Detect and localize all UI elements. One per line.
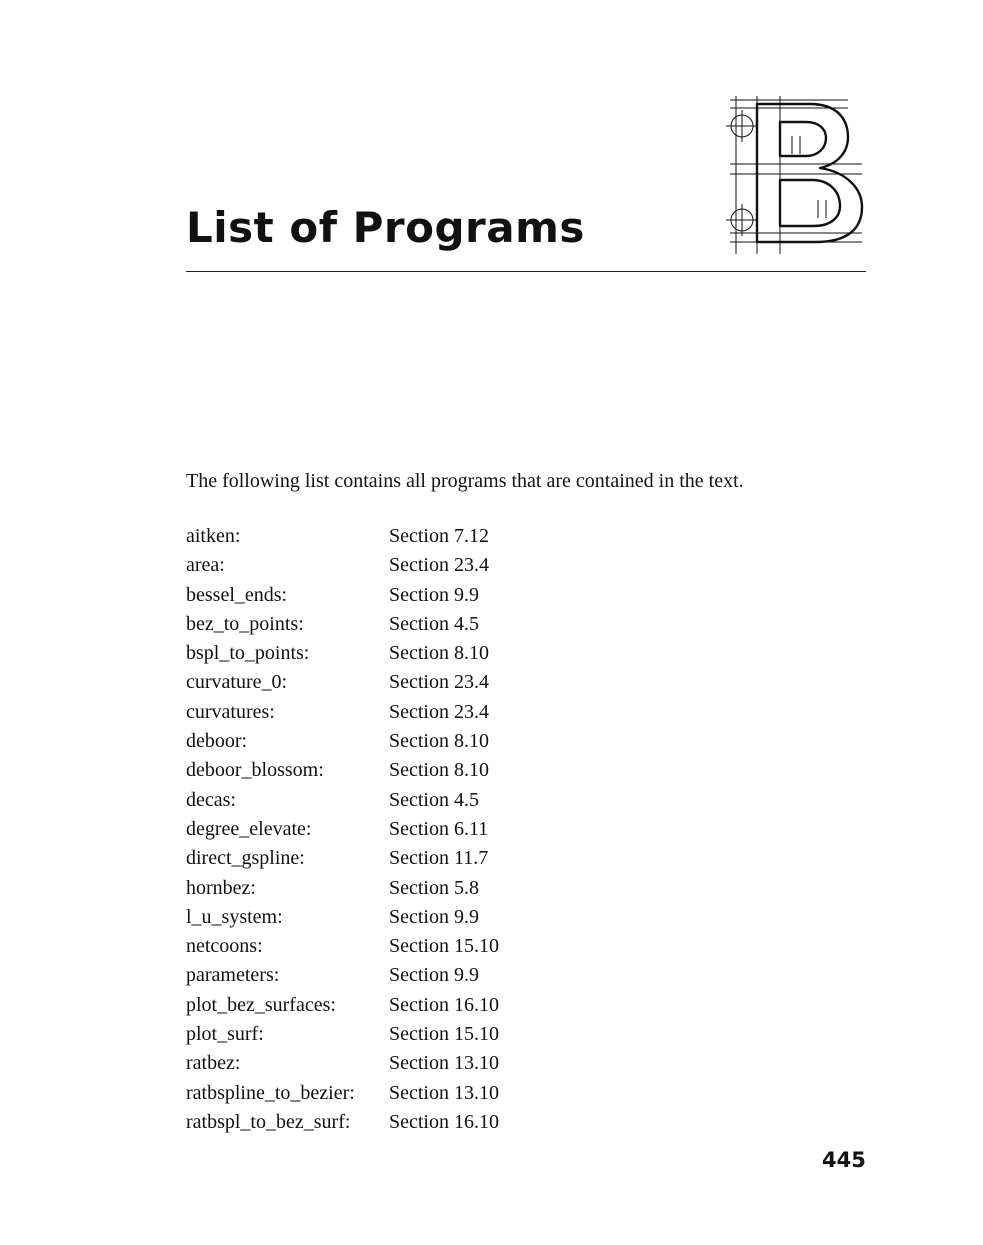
program-name: curvature_0:: [186, 671, 288, 694]
program-row: [186, 815, 499, 844]
chapter-title: List of Programs: [186, 203, 585, 252]
program-row: [186, 991, 499, 1020]
program-section: Section 4.5: [389, 612, 479, 635]
program-name: deboor:: [186, 730, 248, 753]
program-section: Section 16.10: [389, 993, 499, 1016]
chapter-letter-b-icon: [722, 92, 872, 258]
program-row: [186, 522, 499, 551]
program-section: Section 9.9: [389, 964, 479, 987]
program-section: Section 15.10: [389, 935, 499, 958]
program-name: plot_surf:: [186, 1023, 264, 1046]
program-name: ratbez:: [186, 1052, 241, 1075]
program-row: [186, 903, 499, 932]
program-name: parameters:: [186, 964, 280, 987]
program-name: decas:: [186, 788, 236, 811]
program-list: [186, 522, 499, 1137]
program-section: Section 16.10: [389, 1110, 499, 1133]
program-name: aitken:: [186, 525, 241, 547]
program-row: [186, 932, 499, 961]
program-row: [186, 1108, 499, 1137]
program-name: direct_gspline:: [186, 847, 305, 870]
program-name: hornbez:: [186, 876, 256, 899]
intro-text: The following list contains all programs that are contained in the text.: [186, 470, 744, 492]
program-row: [186, 668, 499, 697]
program-row: [186, 786, 499, 815]
title-divider: [186, 271, 866, 272]
program-name: deboor_blossom:: [186, 759, 324, 782]
program-name: bspl_to_points:: [186, 642, 310, 665]
program-row: [186, 1020, 499, 1049]
program-section: Section 13.10: [389, 1081, 499, 1104]
program-section: Section 15.10: [389, 1023, 499, 1046]
program-name: plot_bez_surfaces:: [186, 993, 336, 1016]
program-section: Section 13.10: [389, 1052, 499, 1075]
program-section: Section 23.4: [389, 554, 489, 577]
program-name: netcoons:: [186, 935, 263, 958]
program-section: Section 7.12: [389, 525, 489, 547]
program-section: Section 6.11: [389, 817, 489, 840]
program-row: [186, 727, 499, 756]
program-section: Section 4.5: [389, 788, 479, 811]
program-row: [186, 610, 499, 639]
program-section: Section 5.8: [389, 876, 479, 899]
program-name: curvatures:: [186, 700, 275, 723]
program-section: Section 8.10: [389, 730, 489, 753]
program-name: bessel_ends:: [186, 583, 288, 606]
program-row: [186, 551, 499, 580]
program-section: Section 8.10: [389, 759, 489, 782]
program-name: l_u_system:: [186, 905, 283, 928]
program-section: Section 23.4: [389, 700, 489, 723]
program-name: bez_to_points:: [186, 612, 304, 635]
program-section: Section 11.7: [389, 847, 489, 870]
program-name: ratbspl_to_bez_surf:: [186, 1110, 351, 1133]
program-row: [186, 874, 499, 903]
program-section: Section 9.9: [389, 583, 479, 606]
program-row: [186, 756, 499, 785]
page-number: 445: [822, 1148, 866, 1172]
program-row: [186, 1079, 499, 1108]
program-row: [186, 1049, 499, 1078]
program-row: [186, 844, 499, 873]
program-row: [186, 639, 499, 668]
program-name: area:: [186, 554, 225, 577]
program-section: Section 8.10: [389, 642, 489, 665]
program-row: [186, 581, 499, 610]
program-row: [186, 961, 499, 990]
program-section: Section 23.4: [389, 671, 489, 694]
program-name: degree_elevate:: [186, 817, 312, 840]
program-row: [186, 698, 499, 727]
program-section: Section 9.9: [389, 905, 479, 928]
program-name: ratbspline_to_bezier:: [186, 1081, 355, 1104]
